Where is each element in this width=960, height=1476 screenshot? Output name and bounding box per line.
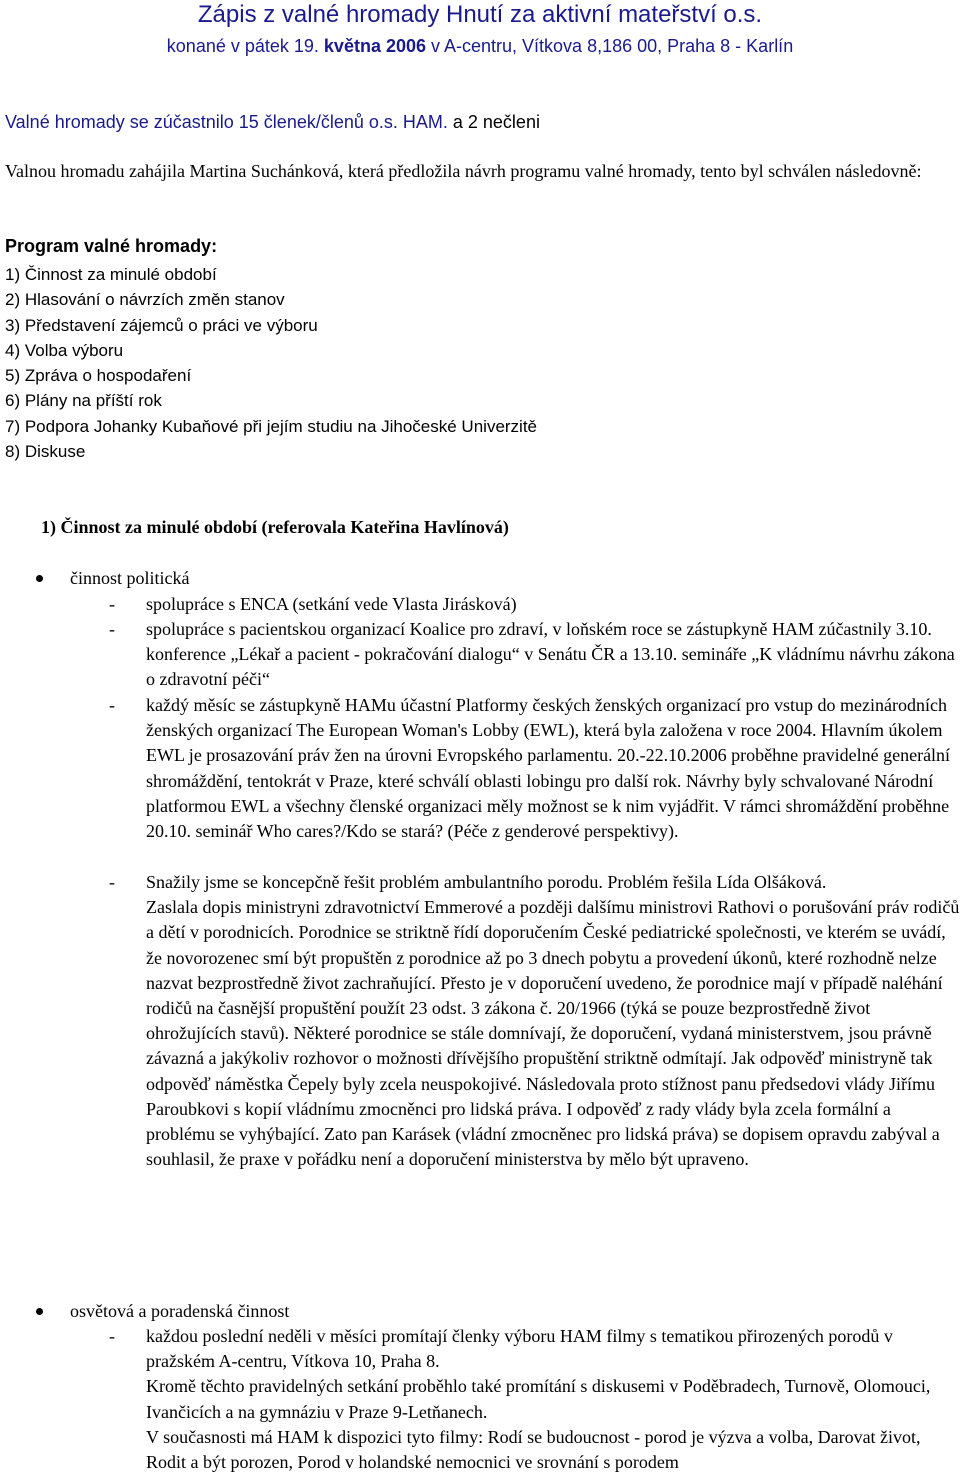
list-item-text bbox=[146, 1324, 960, 1475]
intro-paragraph: Valnou hromadu zahájila Martina Suchánková, která předložila návrh programu valné hromady, tento byl schválen následovně: bbox=[5, 161, 922, 181]
dash-marker: - bbox=[109, 619, 115, 639]
bullet-label: činnost politická bbox=[70, 568, 190, 588]
list-item-paragraph: V současnosti má HAM k dispozici tyto filmy: Rodí se budoucnost - porod je výzva a volba, Darovat život, Rodit a být porozen, Porod v holandské nemocnici ve srovnání s porodem bbox=[146, 1426, 921, 1473]
program-item: 1) Činnost za minulé období bbox=[5, 265, 217, 284]
program-list bbox=[5, 262, 537, 464]
bullet-label: osvětová a poradenská činnost bbox=[70, 1301, 290, 1321]
list-item-text: spolupráce s ENCA (setkání vede Vlasta Jirásková) bbox=[146, 594, 517, 614]
bullet-dot-icon bbox=[36, 1308, 43, 1315]
subtitle-date: května 2006 bbox=[323, 36, 426, 56]
section-heading: 1) Činnost za minulé období (referovala Kateřina Havlínová) bbox=[41, 517, 509, 537]
list-item-text: každý měsíc se zástupkyně HAMu účastní Platformy českých ženských organizací pro vstup do mezinárodních ženských organizací The European Woman's Lobby (EWL), která byla založena v roce 2004. Hlavním úkolem EWL je prosazování práv žen na úrovni Evropského parlamentu. 20.-22.10.2006 proběhne pravidelné generální shromáždění, tentokrát v Praze, které schválí oblasti lobingu pro další rok. Návrhy byly schvalované Národní platformou EWL a všechny členské organizaci měly možnost se k nim vyjádřit. V rámci shromáždění proběhne 20.10. seminář Who cares?/Kdo se stará? (Péče z genderové perspektivy). bbox=[146, 695, 951, 842]
dash-marker: - bbox=[109, 594, 115, 614]
attendance-members: Valné hromady se zúčastnilo 15 členek/členů o.s. HAM. bbox=[5, 112, 448, 132]
program-item: 2) Hlasování o návrzích změn stanov bbox=[5, 290, 285, 310]
program-heading: Program valné hromady: bbox=[5, 236, 218, 256]
dash-marker: - bbox=[109, 1326, 115, 1346]
attendance-nonmembers: a 2 nečleni bbox=[447, 112, 540, 132]
subtitle-pre: konané v pátek 19. bbox=[166, 36, 324, 56]
subtitle-post: v A-centru, Vítkova 8,186 00, Praha 8 - Karlín bbox=[426, 36, 794, 56]
dash-marker: - bbox=[109, 695, 115, 715]
list-item-paragraph: každou poslední neděli v měsíci promítají členky výboru HAM filmy s tematikou přirozených porodů v pražském A-centru, Vítkova 10, Praha 8. bbox=[146, 1326, 893, 1372]
document-title: Zápis z valné hromady Hnutí za aktivní mateřství o.s. bbox=[197, 1, 763, 28]
dash-marker: - bbox=[109, 872, 115, 892]
document-subtitle bbox=[0, 34, 960, 58]
list-item-paragraph: Zaslala dopis ministryni zdravotnictví Emmerové a později dalšímu ministrovi Rathovi o porušování práv rodičů a dětí v porodnicích. Porodnice se striktně řídí doporučením České pediatrické společnosti, ve kterém se uvádí, že novorozenec smí být propuštěn z porodnice až po 3 dnech pobytu a provedení úkonů, které rozhodně nelze nazvat bezprostředně život zachraňující. Přesto je v doporučení uvedeno, že porodnice mají v případě naléhání rodičů na časnější propuštění použít 23 odst. 3 zákona č. 20/1966 (týká se pouze bezprostředně život ohrožujících stavů). Některé porodnice se stále domnívají, že doporučení, vydaná ministerstvem, jsou právně závazná a jakýkoliv rozhovor o možnosti dřívějšího propuštění striktně odmítají. Jak odpověď ministryně tak odpověď náměstka Čepely byly zcela neuspokojivé. Následovala proto stížnost panu předsedovi vlády Jiřímu Paroubkovi s kopií vládnímu zmocněnci pro lidská práva. I odpověď z rady vlády byla zcela formální a problému se vyhýbající. Zato pan Karásek (vládní zmocněnec pro lidská práva) se dopisem opravdu zabýval a souhlasil, že praxe v pořádku není a doporučení ministerstva by mělo být upraveno. bbox=[146, 897, 960, 1170]
program-item: 6) Plány na příští rok bbox=[5, 391, 162, 411]
program-item: 8) Diskuse bbox=[5, 442, 86, 462]
program-item: 4) Volba výboru bbox=[5, 340, 124, 360]
program-item: 3) Představení zájemců o práci ve výboru bbox=[5, 315, 318, 335]
list-item-paragraph: Snažily jsme se koncepčně řešit problém ambulantního porodu. Problém řešila Lída Olšáková. bbox=[146, 872, 827, 892]
program-item: 5) Zpráva o hospodaření bbox=[5, 366, 192, 386]
attendance-line bbox=[5, 110, 540, 134]
list-item-paragraph: Kromě těchto pravidelných setkání proběhlo také promítání s diskusemi v Poděbradech, Turnově, Olomouci, Ivančicích a na gymnáziu v Praze 9-Letňanech. bbox=[146, 1376, 931, 1422]
list-item-text bbox=[146, 870, 960, 1172]
program-item: 7) Podpora Johanky Kubaňové při jejím studiu na Jihočeské Univerzitě bbox=[5, 416, 538, 436]
bullet-dot-icon bbox=[36, 575, 43, 582]
list-item-text: spolupráce s pacientskou organizací Koalice pro zdraví, v loňském roce se zástupkyně HAM zúčastnily 3.10. konference „Lékař a pacient - pokračování dialogu“ v Senátu ČR a 13.10. semináře „K vládnímu návrhu zákona o zdravotní péči“ bbox=[146, 619, 955, 690]
